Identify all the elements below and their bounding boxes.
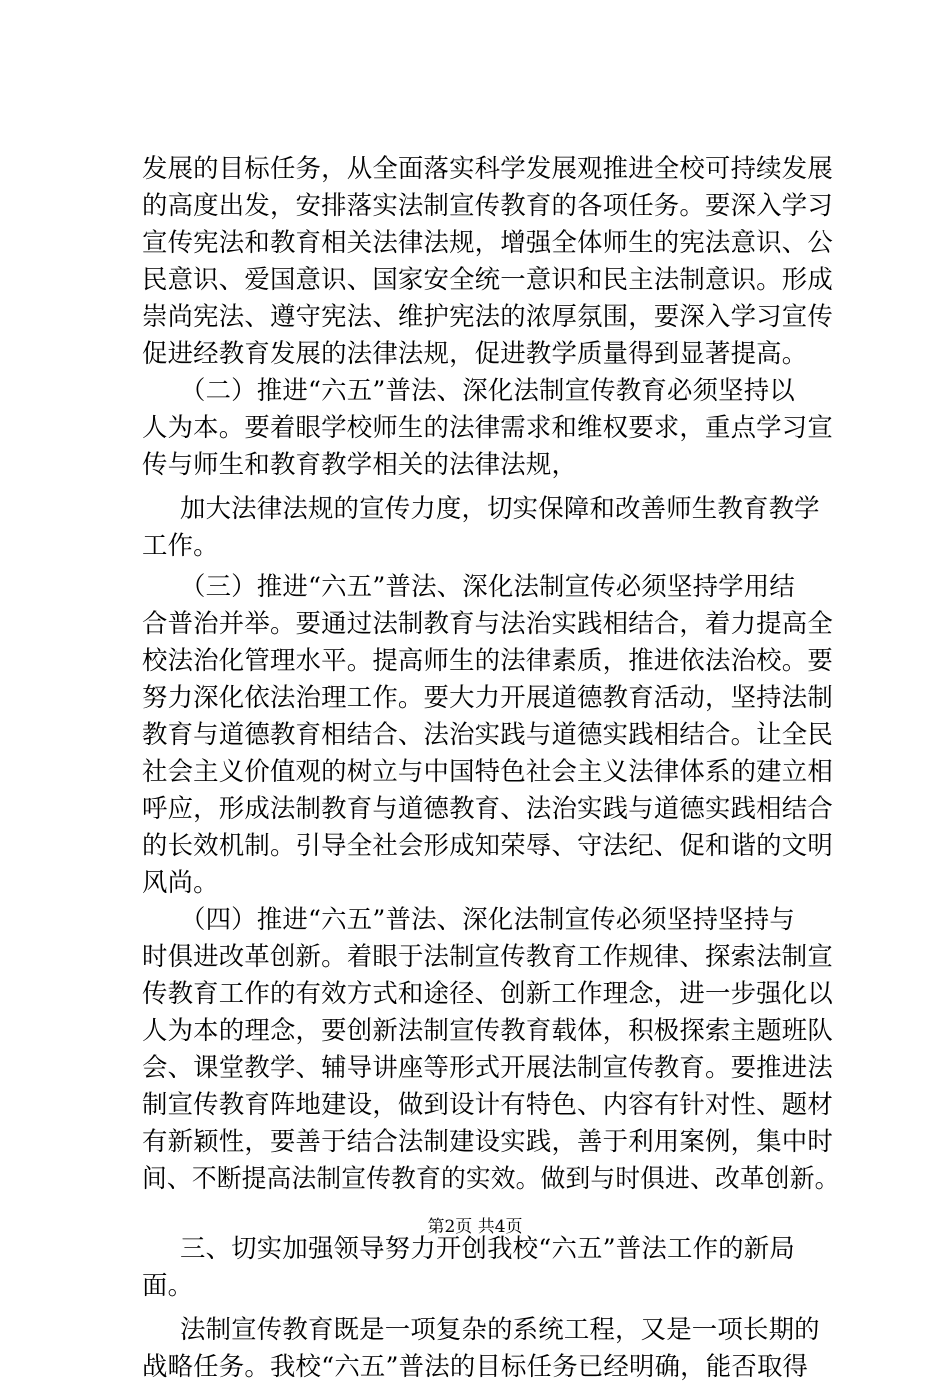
section-heading: 三、切实加强领导努力开创我校“六五”普法工作的新局: [180, 1233, 795, 1263]
body-line: 人为本。要着眼学校师生的法律需求和维权要求，重点学习宣: [142, 412, 833, 442]
body-line: 工作。: [142, 530, 219, 560]
body-line: 民意识、爱国意识、国家安全统一意识和民主法制意识。形成: [142, 264, 833, 294]
body-line: 战略任务。我校“六五”普法的目标任务已经明确，能否取得: [142, 1351, 809, 1381]
page-number-footer: 第2页 共4页: [427, 1217, 523, 1237]
body-line: 崇尚宪法、遵守宪法、维护宪法的浓厚氛围，要深入学习宣传: [142, 301, 833, 331]
body-line: 教育与道德教育相结合、法治实践与道德实践相结合。让全民: [142, 719, 833, 749]
body-line: 会、课堂教学、辅导讲座等形式开展法制宣传教育。要推进法: [142, 1052, 833, 1082]
body-line: 加大法律法规的宣传力度，切实保障和改善师生教育教学: [180, 493, 820, 523]
paragraph-heading: （三）推进“六五”普法、深化法制宣传必须坚持学用结: [180, 571, 795, 601]
body-line: 制宣传教育阵地建设，做到设计有特色、内容有针对性、题材: [142, 1089, 833, 1119]
body-line: 社会主义价值观的树立与中国特色社会主义法律体系的建立相: [142, 756, 833, 786]
body-line: 风尚。: [142, 867, 219, 897]
body-line: 合普治并举。要通过法制教育与法治实践相结合，着力提高全: [142, 608, 833, 638]
body-line: 间、不断提高法制宣传教育的实效。做到与时俱进、改革创新。: [142, 1163, 840, 1193]
body-line: 发展的目标任务，从全面落实科学发展观推进全校可持续发展: [142, 153, 833, 183]
paragraph-heading: （四）推进“六五”普法、深化法制宣传必须坚持坚持与: [180, 904, 795, 934]
body-line: 法制宣传教育既是一项复杂的系统工程，又是一项长期的: [180, 1314, 820, 1344]
body-line: 呼应，形成法制教育与道德教育、法治实践与道德实践相结合: [142, 793, 833, 823]
paragraph-heading: （二）推进“六五”普法、深化法制宣传教育必须坚持以: [180, 375, 795, 405]
body-line: 的长效机制。引导全社会形成知荣辱、守法纪、促和谐的文明: [142, 830, 833, 860]
section-heading-continued: 面。: [142, 1270, 194, 1300]
body-line: 宣传宪法和教育相关法律法规，增强全体师生的宪法意识、公: [142, 227, 833, 257]
body-line: 努力深化依法治理工作。要大力开展道德教育活动，坚持法制: [142, 682, 833, 712]
body-line: 人为本的理念，要创新法制宣传教育载体，积极探索主题班队: [142, 1015, 833, 1045]
body-line: 有新颖性，要善于结合法制建设实践，善于利用案例，集中时: [142, 1126, 833, 1156]
body-line: 时俱进改革创新。着眼于法制宣传教育工作规律、探索法制宣: [142, 941, 833, 971]
body-line: 促进经教育发展的法律法规，促进教学质量得到显著提高。: [142, 338, 808, 368]
body-line: 校法治化管理水平。提高师生的法律素质，推进依法治校。要: [142, 645, 833, 675]
body-line: 传与师生和教育教学相关的法律法规，: [142, 449, 578, 479]
body-line: 的高度出发，安排落实法制宣传教育的各项任务。要深入学习: [142, 190, 833, 220]
body-line: 传教育工作的有效方式和途径、创新工作理念，进一步强化以: [142, 978, 833, 1008]
